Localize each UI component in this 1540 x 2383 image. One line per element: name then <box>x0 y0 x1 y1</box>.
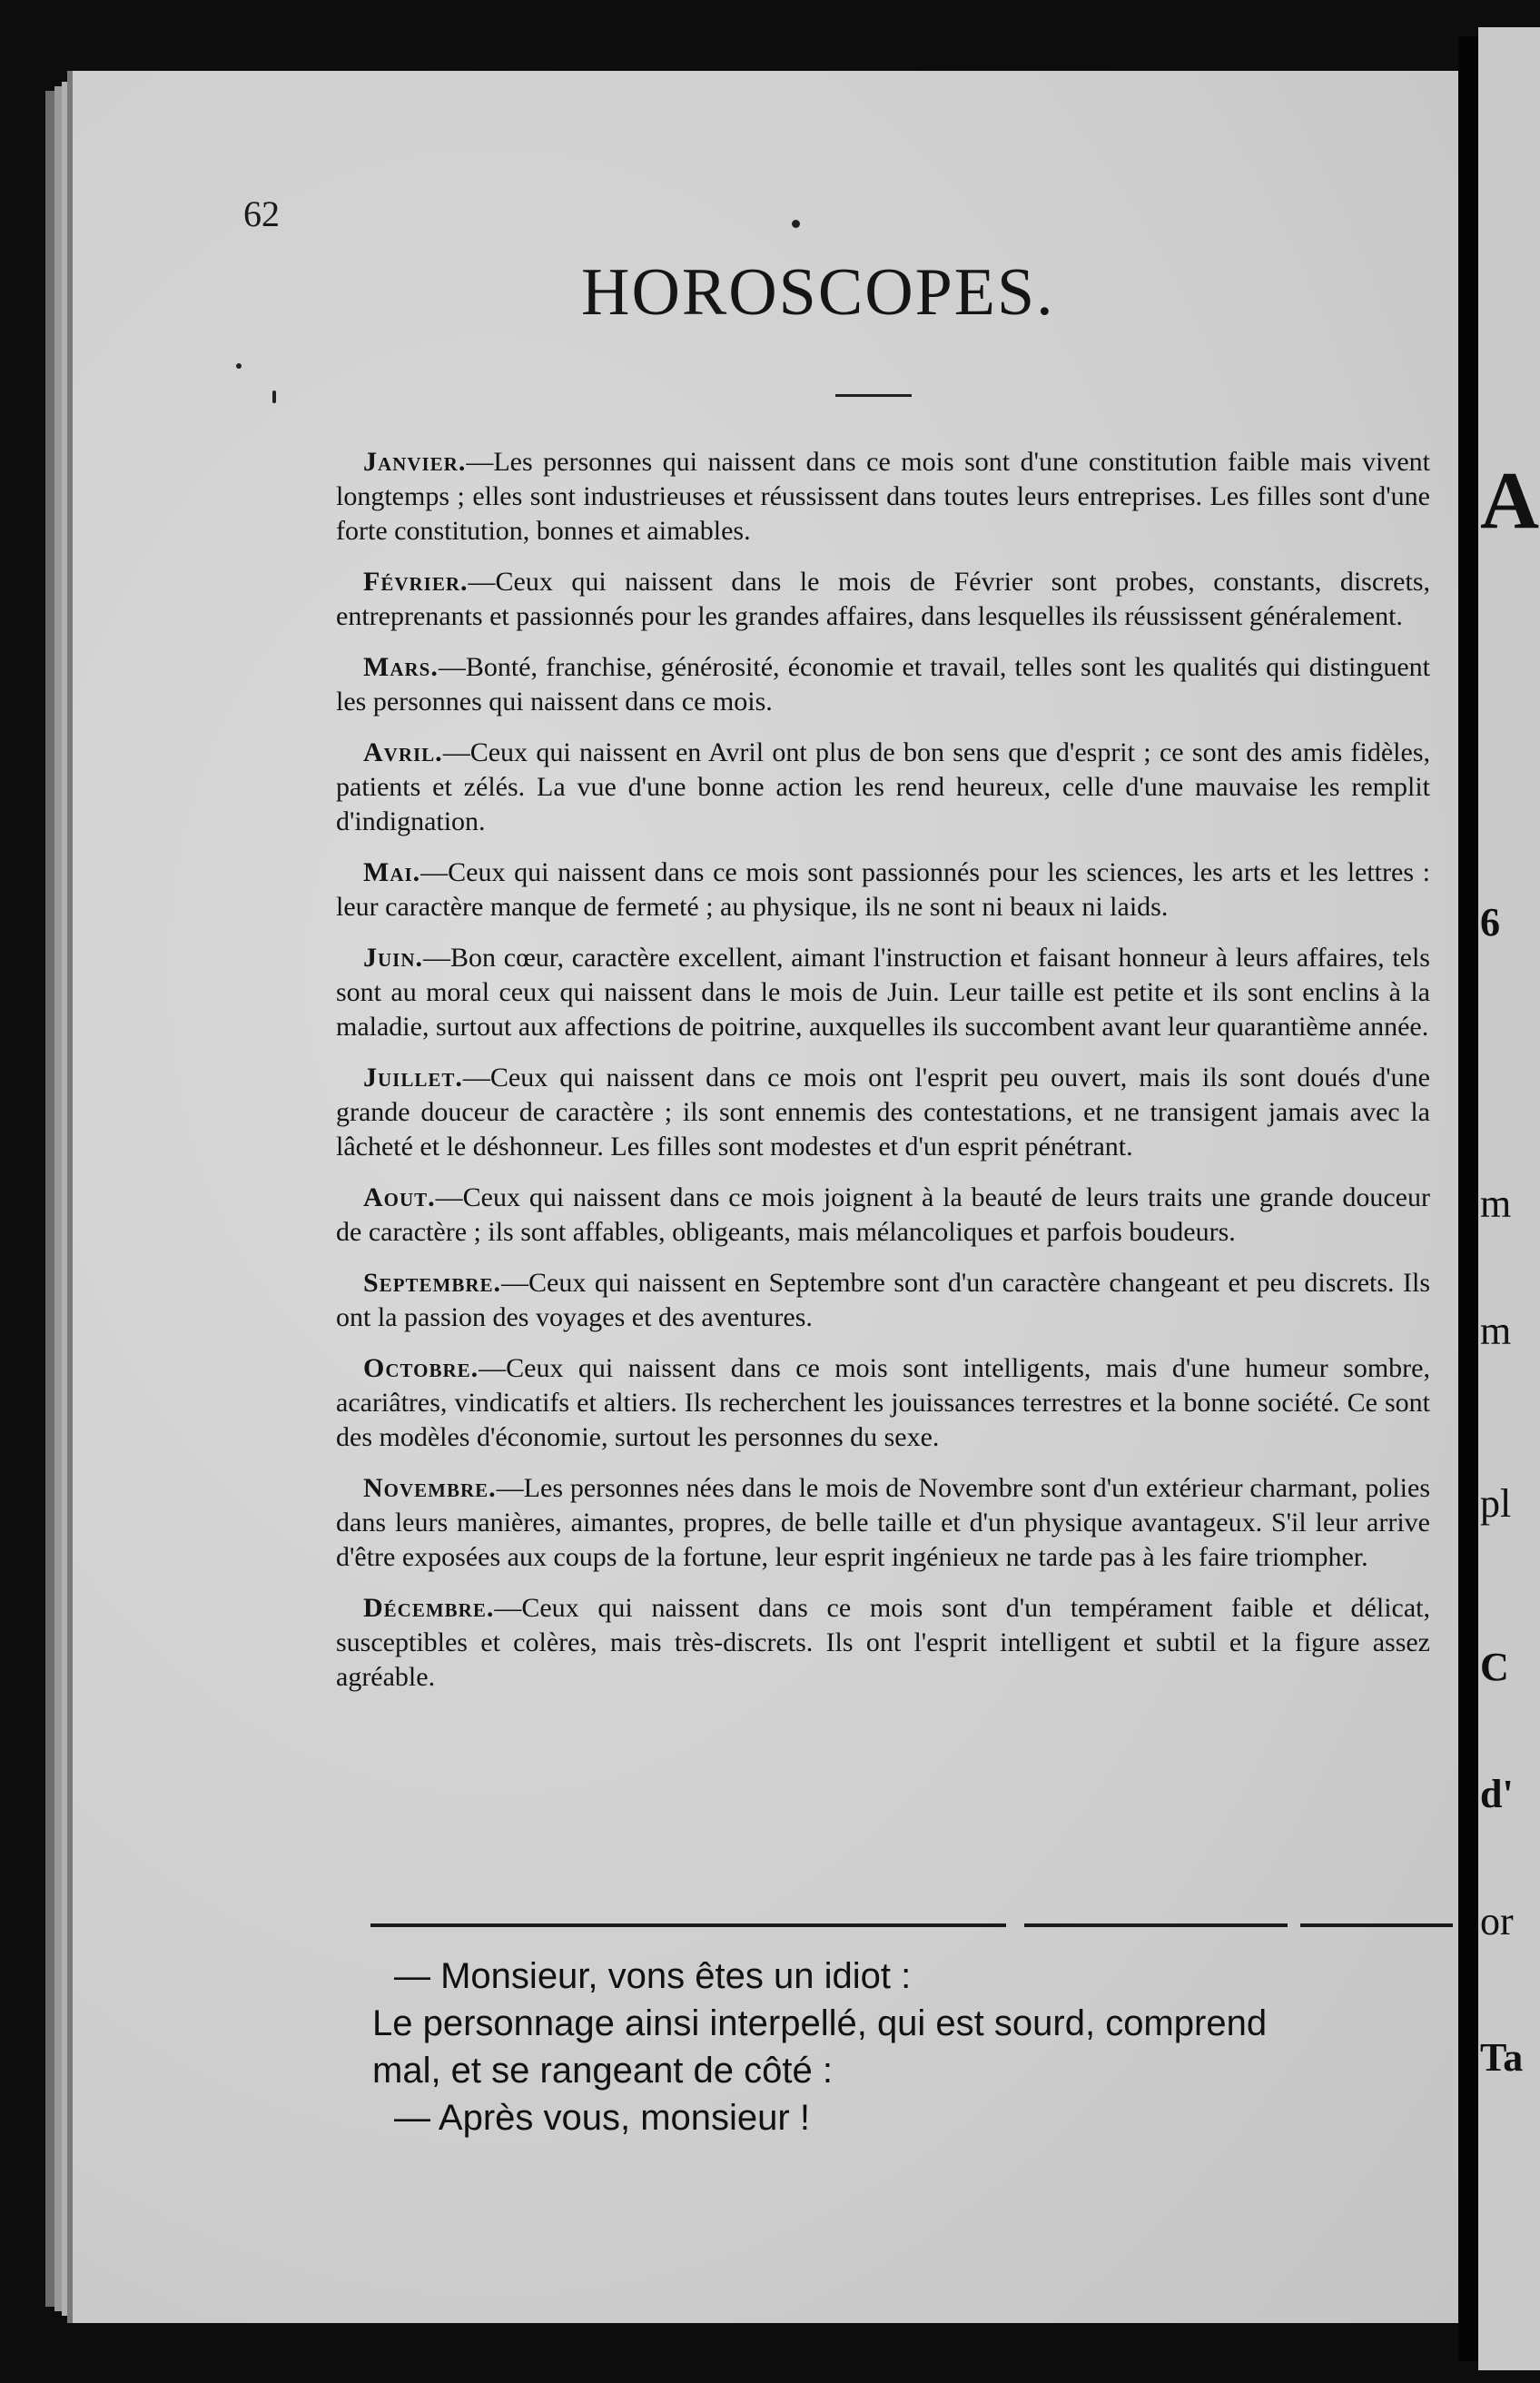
ink-speck <box>236 363 242 369</box>
horoscope-entry <box>336 650 1430 719</box>
horoscope-entry <box>336 1591 1430 1695</box>
book-gutter <box>1458 36 1478 2361</box>
facing-page-fragment: C <box>1480 1645 1509 1689</box>
entry-text: —Ceux qui naissent en Avril ont plus de bon sens que d'esprit ; ce sont des amis fidèles, patients et zélés. La vue d'une bonne action les rend heureux, celle d'une mauvaise les remplit d'indignation. <box>336 737 1430 836</box>
horoscope-entry <box>336 941 1430 1044</box>
facing-page-edge <box>1478 27 1540 2370</box>
month-name: Septembre. <box>363 1268 502 1298</box>
horoscope-entry <box>336 1061 1430 1164</box>
facing-page-fragment: 6 <box>1480 900 1500 944</box>
ink-speck <box>272 391 276 403</box>
anecdote-line: mal, et se rangeant de côté : <box>372 2051 833 2091</box>
horoscope-entry <box>336 736 1430 839</box>
month-name: Juillet. <box>363 1063 463 1093</box>
horoscope-entry <box>336 1266 1430 1335</box>
entry-text: —Ceux qui naissent dans ce mois sont passionnés pour les sciences, les arts et les lettres : leur caractère manque de fermeté ; au physique, ils ne sont ni beaux ni laids. <box>336 857 1430 922</box>
entry-text: —Ceux qui naissent en Septembre sont d'un caractère changeant et peu discrets. Ils ont la passion des voyages et des aventures. <box>336 1268 1430 1332</box>
section-divider <box>370 1923 1006 1927</box>
ink-speck <box>792 220 800 228</box>
facing-page-fragment: A <box>1480 456 1539 546</box>
anecdote-line: — Après vous, monsieur ! <box>394 2098 810 2138</box>
anecdote-line: — Monsieur, vons êtes un idiot : <box>394 1956 912 1996</box>
month-name: Décembre. <box>363 1593 495 1623</box>
facing-page-fragment: m <box>1480 1309 1512 1353</box>
entry-text: —Ceux qui naissent dans ce mois sont intelligents, mais d'une humeur sombre, acariâtres, vindicatifs et altiers. Ils recherchent les jouissances terrestres et la bonne société. Ce sont des modèles d'économie, surtout les personnes du sexe. <box>336 1353 1430 1452</box>
entry-text: —Ceux qui naissent dans ce mois sont d'un tempérament faible et délicat, susceptibles et colères, mais très-discrets. Ils ont l'esprit intelligent et subtil et la figure assez agréable. <box>336 1593 1430 1692</box>
month-name: Mars. <box>363 652 439 682</box>
horoscope-entry <box>336 445 1430 549</box>
facing-page-fragment: pl <box>1480 1481 1512 1526</box>
entry-text: —Les personnes qui naissent dans ce mois sont d'une constitution faible mais vivent longtemps ; elles sont industrieuses et réussissent dans toutes leurs entreprises. Les filles sont d'une forte constitution, bonnes et aimables. <box>336 447 1430 546</box>
month-name: Avril. <box>363 737 443 767</box>
entry-text: —Bonté, franchise, générosité, économie et travail, telles sont les qualités qui distinguent les personnes qui naissent dans ce mois. <box>336 652 1430 717</box>
horoscope-entry <box>336 1181 1430 1250</box>
horoscope-entry <box>336 1351 1430 1455</box>
horoscope-entry <box>336 855 1430 925</box>
month-name: Juin. <box>363 943 424 973</box>
month-name: Février. <box>363 567 469 597</box>
facing-page-fragment: Ta <box>1480 2035 1524 2080</box>
facing-page-fragment: d' <box>1480 1772 1514 1816</box>
facing-page-fragment: or <box>1480 1899 1514 1943</box>
horoscope-list <box>336 445 1430 1711</box>
month-name: Mai. <box>363 857 421 887</box>
horoscope-entry <box>336 565 1430 634</box>
facing-page-fragment: m <box>1480 1182 1512 1226</box>
entry-text: —Ceux qui naissent dans ce mois joignent à la beauté de leurs traits une grande douceur de caractère ; ils sont affables, obligeants, mais mélancoliques et parfois boudeurs. <box>336 1182 1430 1247</box>
anecdote <box>372 1953 1462 2141</box>
title-rule <box>835 394 912 397</box>
month-name: Octobre. <box>363 1353 479 1383</box>
month-name: Aout. <box>363 1182 436 1212</box>
month-name: Janvier. <box>363 447 467 477</box>
entry-text: —Les personnes nées dans le mois de Novembre sont d'un extérieur charmant, polies dans leurs manières, aimantes, propres, de belle taille et d'un physique avantageux. S'il leur arrive d'être exposées aux coups de la fortune, leur esprit ingénieux ne tarde pas à les faire triompher. <box>336 1473 1430 1572</box>
entry-text: —Bon cœur, caractère excellent, aimant l'instruction et faisant honneur à leurs affaires, tels sont au moral ceux qui naissent dans le mois de Juin. Leur taille est petite et ils sont enclins à la maladie, surtout aux affections de poitrine, auxquelles ils succombent avant leur quarantième année. <box>336 943 1430 1042</box>
anecdote-line: Le personnage ainsi interpellé, qui est sourd, comprend <box>372 2003 1268 2043</box>
horoscope-entry <box>336 1471 1430 1575</box>
entry-text: —Ceux qui naissent dans le mois de Février sont probes, constants, discrets, entreprenants et passionnés pour les grandes affaires, dans lesquelles ils réussissent généralement. <box>336 567 1430 631</box>
page-number: 62 <box>243 193 280 234</box>
section-divider <box>1300 1923 1453 1927</box>
month-name: Novembre. <box>363 1473 497 1503</box>
entry-text: —Ceux qui naissent dans ce mois ont l'esprit peu ouvert, mais ils sont doués d'une grande douceur de caractère ; ils sont ennemis des contestations, et ne transigent jamais avec la lâcheté et le déshonneur. Les filles sont modestes et d'un esprit pénétrant. <box>336 1063 1430 1162</box>
section-divider <box>1024 1923 1288 1927</box>
page-title: HOROSCOPES. <box>581 255 1055 330</box>
